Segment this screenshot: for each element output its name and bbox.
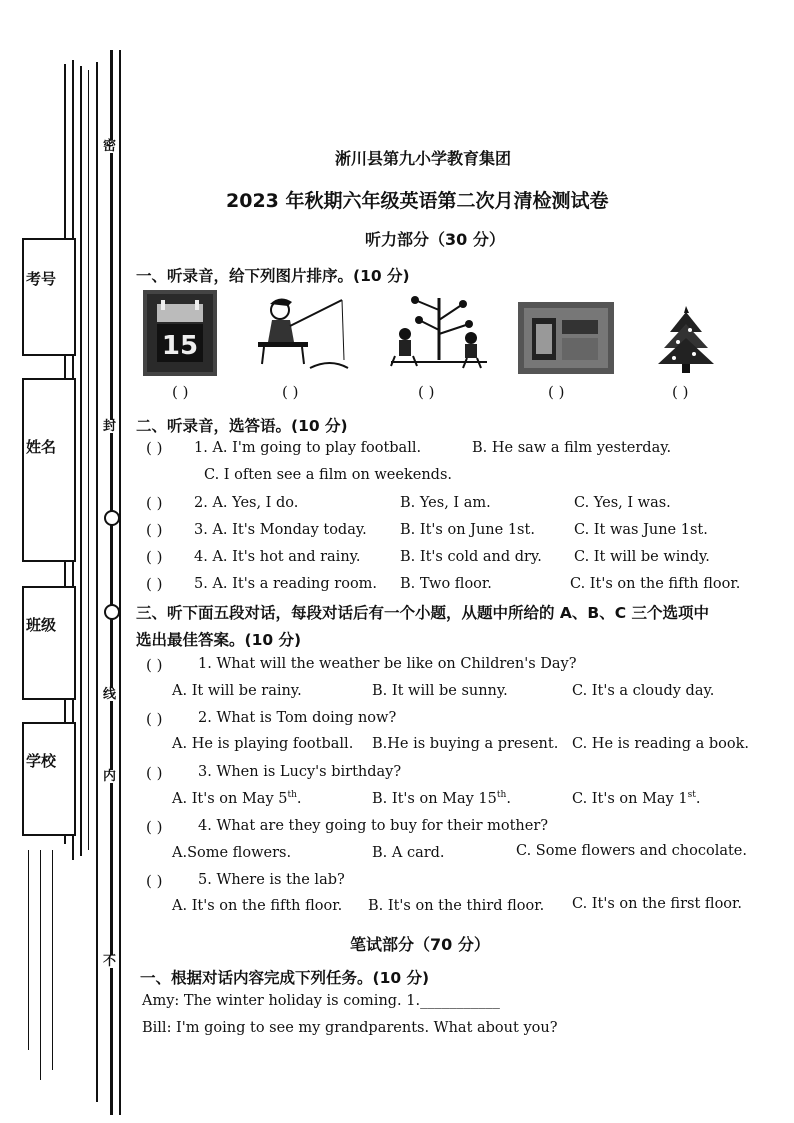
option-a: 5. A. It's a reading room. (194, 576, 378, 592)
answer-paren[interactable]: ( ) (146, 872, 163, 890)
option-c: C. Yes, I was. (574, 495, 671, 511)
option-b: B. It will be sunny. (372, 683, 508, 699)
answer-paren[interactable]: ( ) (146, 656, 163, 674)
part2-heading: 二、听录音，选答语。(10 分) (136, 417, 348, 435)
option-c: C. Some flowers and chocolate. (516, 843, 747, 859)
answer-paren[interactable]: ( ) (282, 383, 299, 401)
label-class: 班级 (26, 616, 57, 634)
answer-paren[interactable]: ( ) (146, 710, 163, 728)
answer-paren[interactable]: ( ) (672, 383, 689, 401)
children-tree-picture (385, 290, 493, 372)
option-b: B. It's cold and dry. (400, 549, 542, 565)
school-name: 淅川县第九小学教育集团 (335, 149, 512, 168)
option-a: 3. A. It's Monday today. (194, 522, 367, 538)
student-name-box (22, 378, 76, 562)
option-b: B. Yes, I am. (400, 495, 491, 511)
option-c: C. It's on the first floor. (572, 896, 742, 912)
margin-line (52, 850, 53, 1070)
option-c: C. He is reading a book. (572, 736, 750, 752)
option-a: 2. A. Yes, I do. (194, 495, 299, 511)
answer-paren[interactable]: ( ) (146, 548, 163, 566)
room-picture (518, 302, 614, 374)
option-a: A. It's on the fifth floor. (172, 898, 343, 914)
binding-margin (0, 0, 130, 1123)
fishing-picture (250, 292, 350, 372)
seal-char: 线 (103, 687, 117, 702)
christmas-tree-picture (654, 304, 718, 374)
option-b: B. It's on the third floor. (368, 898, 545, 914)
option-b: B. He saw a film yesterday. (472, 440, 672, 456)
answer-paren[interactable]: ( ) (146, 521, 163, 539)
option-a: A.Some flowers. (172, 845, 292, 861)
question-text: 1. What will the weather be like on Children's Day? (198, 656, 577, 672)
label-school: 学校 (26, 752, 57, 770)
option-c: C. It's a cloudy day. (572, 683, 715, 699)
option-b: B. It's on June 1st. (400, 522, 535, 538)
option-a: A. He is playing football. (172, 736, 354, 752)
margin-line (40, 850, 41, 1080)
part1-heading: 一、听录音，给下列图片排序。(10 分) (136, 267, 410, 285)
listening-title: 听力部分（30 分） (365, 230, 505, 249)
option-c: C. I often see a film on weekends. (204, 467, 453, 483)
label-exam-number: 考号 (26, 270, 57, 288)
answer-paren[interactable]: ( ) (418, 383, 435, 401)
exam-title: 2023 年秋期六年级英语第二次月清检测试卷 (226, 190, 609, 212)
option-b: B. A card. (372, 845, 445, 861)
part3-heading: 三、听下面五段对话，每段对话后有一个小题，从题中所给的 A、B、C 三个选项中 (136, 604, 709, 622)
answer-paren[interactable]: ( ) (146, 494, 163, 512)
dialogue-line: Bill: I'm going to see my grandparents. What about you? (142, 1020, 558, 1036)
seal-char: 密 (103, 139, 117, 154)
seal-line (119, 50, 121, 1115)
answer-paren[interactable]: ( ) (146, 439, 163, 457)
seal-circle (104, 604, 120, 620)
question-text: 4. What are they going to buy for their mother? (198, 818, 549, 834)
option-b: B.He is buying a present. (372, 736, 559, 752)
class-box (22, 586, 76, 700)
seal-circle (104, 510, 120, 526)
option-a: 4. A. It's hot and rainy. (194, 549, 361, 565)
calendar-picture (143, 290, 217, 376)
part3-heading-cont: 选出最佳答案。(10 分) (136, 631, 302, 649)
option-c: C. It was June 1st. (574, 522, 708, 538)
dialogue-line: Amy: The winter holiday is coming. 1.___________ (142, 993, 500, 1009)
option-b: B. It's on May 15th. (372, 790, 511, 807)
option-c: C. It's on May 1st. (572, 790, 701, 807)
written-part1-heading: 一、根据对话内容完成下列任务。(10 分) (140, 969, 430, 987)
answer-paren[interactable]: ( ) (146, 764, 163, 782)
seal-char: 封 (103, 419, 117, 434)
answer-paren[interactable]: ( ) (146, 818, 163, 836)
question-text: 2. What is Tom doing now? (198, 710, 397, 726)
answer-paren[interactable]: ( ) (172, 383, 189, 401)
option-a: A. It will be rainy. (172, 683, 302, 699)
option-a: 1. A. I'm going to play football. (194, 440, 422, 456)
margin-line (96, 62, 98, 1102)
margin-line (80, 66, 82, 856)
option-c: C. It's on the fifth floor. (570, 576, 741, 592)
answer-paren[interactable]: ( ) (548, 383, 565, 401)
answer-paren[interactable]: ( ) (146, 575, 163, 593)
option-c: C. It will be windy. (574, 549, 710, 565)
seal-char: 内 (103, 769, 117, 784)
calendar-day: 15 (161, 331, 199, 361)
question-text: 5. Where is the lab? (198, 872, 345, 888)
written-title: 笔试部分（70 分） (350, 935, 490, 954)
option-b: B. Two floor. (400, 576, 492, 592)
option-a: A. It's on May 5th. (172, 790, 302, 807)
label-name: 姓名 (26, 438, 57, 456)
margin-line (88, 70, 89, 850)
seal-char: 不 (103, 954, 117, 969)
school-box (22, 722, 76, 836)
margin-line (28, 850, 29, 1050)
question-text: 3. When is Lucy's birthday? (198, 764, 402, 780)
exam-number-box (22, 238, 76, 356)
